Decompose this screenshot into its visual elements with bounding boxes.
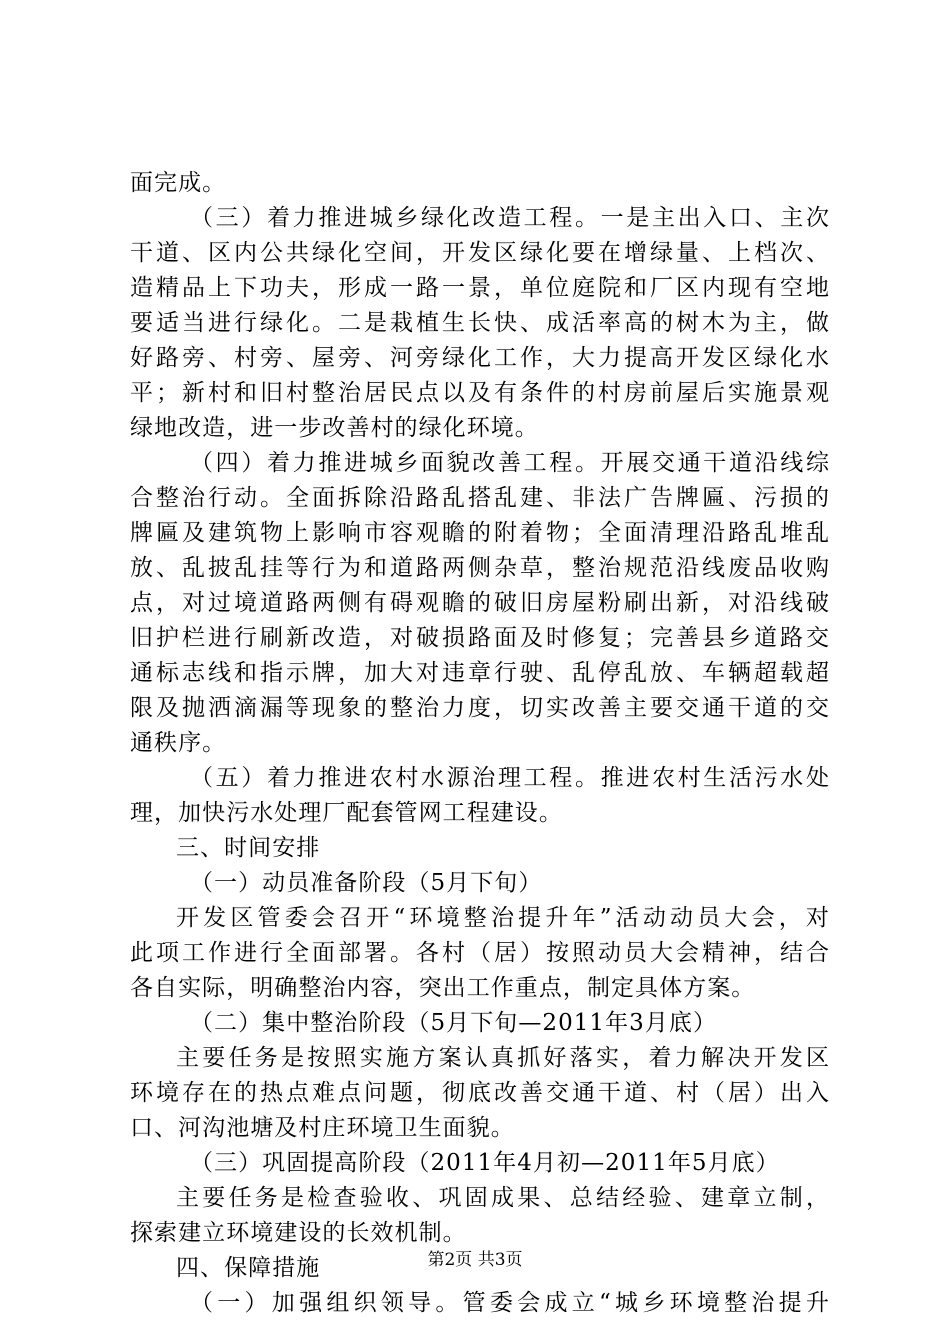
text-line: 合整治行动。全面拆除沿路乱搭乱建、非法广告牌匾、污损的	[130, 485, 830, 511]
text-line: 开发区管委会召开“环境整治提升年”活动动员大会，对	[176, 905, 830, 931]
document-body	[130, 166, 830, 1321]
text-line: 通标志线和指示牌，加大对违章行驶、乱停乱放、车辆超载超	[130, 660, 830, 686]
text-line: 造精品上下功夫，形成一路一景，单位庭院和厂区内现有空地	[130, 275, 830, 301]
text-line: 主要任务是按照实施方案认真抓好落实，着力解决开发区	[176, 1045, 830, 1071]
stage-heading-2: （二）集中整治阶段（5月下旬—2011年3月底）	[190, 1010, 717, 1036]
text-line: 口、河沟池塘及村庄环境卫生面貌。	[130, 1115, 515, 1141]
text-line: 平；新村和旧村整治居民点以及有条件的村房前屋后实施景观	[130, 380, 830, 406]
stage-heading-3: （三）巩固提高阶段（2011年4月初—2011年5月底）	[190, 1150, 780, 1176]
text-line: 主要任务是检查验收、巩固成果、总结经验、建章立制，	[176, 1185, 830, 1211]
text-line: 绿地改造，进一步改善村的绿化环境。	[130, 415, 539, 441]
text-line: 探索建立环境建设的长效机制。	[130, 1220, 467, 1246]
section-heading-5: （五）着力推进农村水源治理工程。推进农村生活污水处	[190, 765, 830, 791]
text-line: 好路旁、村旁、屋旁、河旁绿化工作，大力提高开发区绿化水	[130, 345, 830, 371]
text-line: 通秩序。	[130, 730, 227, 756]
text-line: 环境存在的热点难点问题，彻底改善交通干道、村（居）出入	[130, 1080, 830, 1106]
text-line: 旧护栏进行刷新改造，对破损路面及时修复；完善县乡道路交	[130, 625, 830, 651]
text-line: 点，对过境道路两侧有碍观瞻的破旧房屋粉刷出新，对沿线破	[130, 590, 830, 616]
text-line: 限及抛洒滴漏等现象的整治力度，切实改善主要交通干道的交	[130, 695, 830, 721]
text-line: 理，加快污水处理厂配套管网工程建设。	[130, 800, 563, 826]
chapter-heading-time-arrangement: 三、时间安排	[176, 835, 321, 861]
text-line: 干道、区内公共绿化空间，开发区绿化要在增绿量、上档次、	[130, 240, 830, 266]
text-line: 牌匾及建筑物上影响市容观瞻的附着物；全面清理沿路乱堆乱	[130, 520, 830, 546]
text-line: 要适当进行绿化。二是栽植生长快、成活率高的树木为主，做	[130, 310, 830, 336]
section-heading-3: （三）着力推进城乡绿化改造工程。一是主出入口、主次	[190, 205, 830, 231]
text-line: 此项工作进行全面部署。各村（居）按照动员大会精神，结合	[130, 940, 830, 966]
text-line: 各自实际，明确整治内容，突出工作重点，制定具体方案。	[130, 975, 756, 1001]
stage-heading-1: （一）动员准备阶段（5月下旬）	[190, 870, 543, 896]
section-heading-organization: （一）加强组织领导。管委会成立“城乡环境整治提升	[190, 1290, 830, 1316]
text-line: 面完成。	[130, 170, 227, 196]
chapter-heading-safeguards: 四、保障措施	[176, 1255, 321, 1281]
section-heading-4: （四）着力推进城乡面貌改善工程。开展交通干道沿线综	[190, 450, 830, 476]
text-line: 放、乱披乱挂等行为和道路两侧杂草，整治规范沿线废品收购	[130, 555, 830, 581]
page-footer: 第2页 共3页	[427, 1250, 523, 1270]
